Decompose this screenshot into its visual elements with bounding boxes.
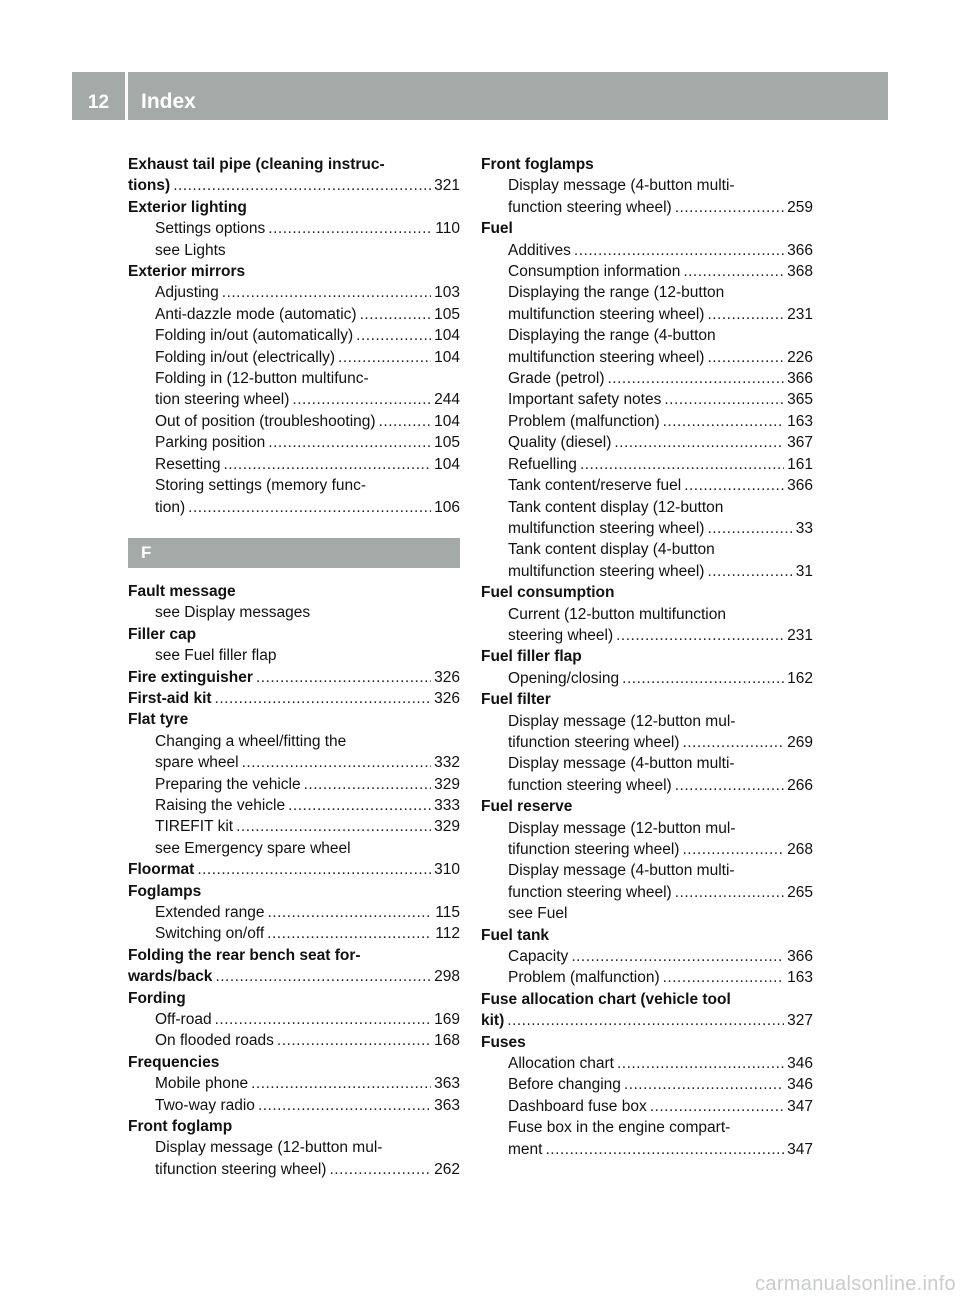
page-ref[interactable]: 266 <box>787 776 813 794</box>
page-ref[interactable]: 161 <box>787 455 813 473</box>
page-ref[interactable]: 262 <box>434 1160 460 1178</box>
page-ref[interactable]: 363 <box>434 1096 460 1114</box>
page-ref[interactable]: 367 <box>787 434 813 452</box>
page-ref[interactable]: 103 <box>434 284 460 302</box>
page-ref[interactable]: 346 <box>787 1055 813 1073</box>
page-ref[interactable]: 310 <box>434 861 460 879</box>
page-ref[interactable]: 112 <box>435 925 460 943</box>
index-entry-floormat: Floormat ..... 310 <box>128 859 460 880</box>
index-entry-fuel-filler-flap: Fuel filler flap Opening/closing ..... 162 <box>481 646 813 689</box>
index-entry-fording: Fording Off-road ..... 169 On flooded roads ..... 168 <box>128 988 460 1052</box>
page-ref[interactable]: 104 <box>434 348 460 366</box>
page-ref[interactable]: 329 <box>434 775 460 793</box>
page-ref[interactable]: 231 <box>787 626 813 644</box>
watermark: carmanualsonline.info <box>755 1273 956 1295</box>
page-ref[interactable]: 347 <box>787 1097 813 1115</box>
page-ref[interactable]: 110 <box>435 220 460 238</box>
page-ref[interactable]: 163 <box>787 969 813 987</box>
page-ref[interactable]: 327 <box>787 1012 813 1030</box>
page-ref[interactable]: 268 <box>787 841 813 858</box>
index-entry-fuel-consumption: Fuel consumption Current (12-button multifunction steering wheel) ..... 231 <box>481 582 813 646</box>
page-ref[interactable]: 326 <box>434 689 460 707</box>
page-ref[interactable]: 33 <box>795 519 813 537</box>
page-ref[interactable]: 106 <box>434 498 460 516</box>
page-ref[interactable]: 169 <box>434 1011 460 1029</box>
index-entry-frequencies: Frequencies Mobile phone ..... 363 Two-way radio ..... 363 <box>128 1052 460 1116</box>
page-ref[interactable]: 366 <box>787 948 813 966</box>
page-ref[interactable]: 321 <box>434 177 460 195</box>
page-ref[interactable]: 244 <box>434 391 460 409</box>
page-ref[interactable]: 298 <box>434 968 460 986</box>
page-ref[interactable]: 226 <box>787 348 813 366</box>
page-ref[interactable]: 265 <box>787 883 813 901</box>
page-ref[interactable]: 105 <box>434 305 460 323</box>
page-ref[interactable]: 346 <box>787 1076 813 1094</box>
page-ref[interactable]: 115 <box>435 904 460 921</box>
page-ref[interactable]: 231 <box>787 305 813 323</box>
page-ref[interactable]: 105 <box>434 434 460 452</box>
index-entry-front-foglamps: Front foglamps Display message (4-button multi- function steering wheel) ..... 259 <box>481 154 813 218</box>
index-column-left <box>128 154 460 1180</box>
index-entry-fuses: Fuses Allocation chart ..... 346 Before changing ..... 346 Dashboard fuse box ..... 347 Fuse box in the engine compart- ment ..... 347 <box>481 1032 813 1160</box>
index-entry-exterior-mirrors: Exterior mirrors Adjusting ..... 103 Anti-dazzle mode (automatic) ..... 105 Folding in/out (automatically) ..... 104 Folding in/out (electrically) ..... 104 Folding in (12-button multifunc- tion steering wheel) ..... 244 Out of position (troubleshooting) ..... 104 Parking position ..... 105 Resetting ..... 104 Storing settings (memory func- tion) ..... 106 <box>128 261 460 518</box>
page-ref[interactable]: 366 <box>787 477 813 495</box>
index-entry-fault-message: Fault message see Display messages <box>128 582 311 622</box>
index-entry-fuel-reserve: Fuel reserve Display message (12-button mul- tifunction steering wheel) ..... 268 Display message (4-button multi- function steering wheel) ..... 265 see Fuel <box>481 796 813 924</box>
page-ref[interactable]: 104 <box>434 455 460 473</box>
index-entry-folding-rear-bench: Folding the rear bench seat for- wards/back ..... 298 <box>128 945 460 988</box>
page-number: 12 <box>87 92 110 113</box>
index-entry-exterior-lighting: Exterior lighting Settings options ..... 110 see Lights <box>128 197 460 261</box>
index-entry-fuse-allocation-chart: Fuse allocation chart (vehicle tool kit) ..... 327 <box>481 989 813 1032</box>
index-entry-filler-cap: Filler cap see Fuel filler flap <box>128 625 277 665</box>
header-divider <box>125 72 128 120</box>
index-entry-front-foglamp: Front foglamp Display message (12-button mul- tifunction steering wheel) ..... 262 <box>128 1116 460 1180</box>
page-ref[interactable]: 333 <box>434 796 460 814</box>
page-ref[interactable]: 168 <box>434 1032 460 1050</box>
page-title: Index <box>141 90 196 113</box>
page-ref[interactable]: 104 <box>434 412 460 430</box>
section-header-f: F <box>128 538 460 568</box>
page-ref[interactable]: 269 <box>787 733 813 751</box>
page-ref[interactable]: 329 <box>434 818 460 836</box>
page-ref[interactable]: 347 <box>787 1140 813 1158</box>
page-ref[interactable]: 366 <box>787 370 813 388</box>
index-entry-first-aid-kit: First-aid kit ..... 326 <box>128 688 460 709</box>
index-column-right <box>481 154 813 1160</box>
index-entry-foglamps: Foglamps Extended range ..... 115 Switching on/off ..... 112 <box>128 881 460 945</box>
page-ref[interactable]: 259 <box>787 198 813 216</box>
page-ref[interactable]: 104 <box>434 327 460 345</box>
page-ref[interactable]: 368 <box>787 263 813 281</box>
index-entry-fire-extinguisher: Fire extinguisher ..... 326 <box>128 667 460 688</box>
page-ref[interactable]: 365 <box>787 391 813 409</box>
page-ref[interactable]: 326 <box>434 668 460 686</box>
index-entry-flat-tyre: Flat tyre Changing a wheel/fitting the spare wheel ..... 332 Preparing the vehicle ..... 329 Raising the vehicle ..... 333 TIREFIT kit ..... 329 see Emergency spare wheel <box>128 709 460 859</box>
index-entry-fuel-tank: Fuel tank Capacity ..... 366 Problem (malfunction) ..... 163 <box>481 925 813 989</box>
page-ref[interactable]: 162 <box>787 669 813 687</box>
page-ref[interactable]: 363 <box>434 1075 460 1093</box>
page-ref[interactable]: 31 <box>795 562 813 580</box>
index-entry-exhaust: Exhaust tail pipe (cleaning instruc- tions) ..... 321 <box>128 154 460 197</box>
page-ref[interactable]: 366 <box>787 241 813 259</box>
index-entry-fuel: Fuel Additives ..... 366 Consumption information ..... 368 Displaying the range (12-button multifunction steering wheel) ..... 231 Displaying the range (4-button multifunction steering wheel) ..... 226 Grade (petrol) ..... 366 Important safety notes ..... 365 Problem (malfunction) ..... 163 Quality (diesel) ..... 367 Refuelling ..... 161 Tank content/reserve fuel ..... 366 Tank content display (12-button multifunction steering wheel) ..... 33 Tank content display (4-button multifunction steering wheel) ..... 31 <box>481 218 813 582</box>
index-entry-fuel-filter: Fuel filter Display message (12-button mul- tifunction steering wheel) ..... 269 Display message (4-button multi- function steering wheel) ..... 266 <box>481 689 813 796</box>
page-ref[interactable]: 332 <box>434 754 460 772</box>
page-ref[interactable]: 163 <box>787 412 813 430</box>
